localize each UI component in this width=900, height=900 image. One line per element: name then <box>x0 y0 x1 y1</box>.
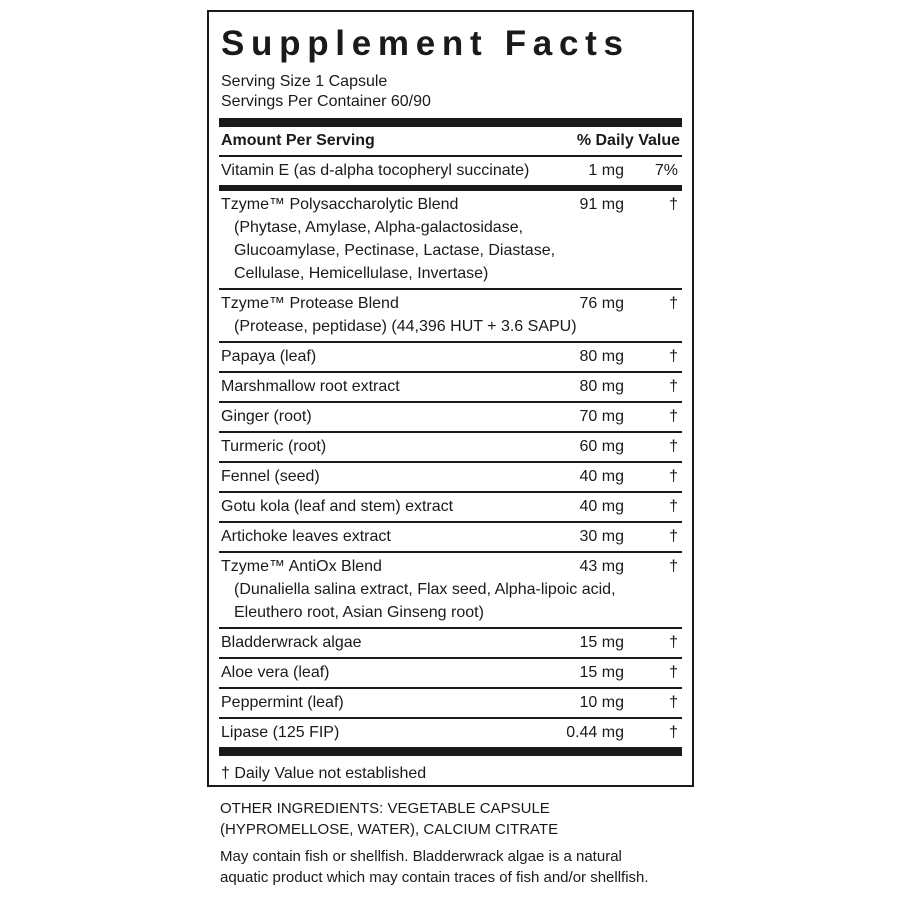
ingredient-row <box>219 553 682 629</box>
ingredient-row <box>219 433 682 463</box>
ingredient-row <box>219 689 682 719</box>
ingredient-amount: 70 mg <box>579 408 624 425</box>
ingredient-amount: 43 mg <box>579 558 624 575</box>
amount-per-serving-header: Amount Per Serving <box>221 132 375 149</box>
ingredient-name: Turmeric (root) <box>221 438 327 455</box>
ingredient-row <box>219 403 682 433</box>
serving-size: Serving Size 1 Capsule <box>221 73 388 90</box>
ingredient-name: Aloe vera (leaf) <box>221 664 330 681</box>
supplement-facts-panel <box>207 10 694 787</box>
ingredient-amount: 15 mg <box>579 664 624 681</box>
allergen-note-line: May contain fish or shellfish. Bladderwrack algae is a natural <box>220 848 622 865</box>
ingredient-row <box>219 629 682 659</box>
ingredient-name: Artichoke leaves extract <box>221 528 391 545</box>
ingredient-sub-line: (Dunaliella salina extract, Flax seed, Alpha-lipoic acid, <box>234 581 616 598</box>
ingredient-daily-value: † <box>669 408 678 425</box>
ingredient-amount: 15 mg <box>579 634 624 651</box>
ingredient-amount: 0.44 mg <box>566 724 624 741</box>
ingredient-daily-value: 7% <box>654 162 678 179</box>
allergen-note-line: aquatic product which may contain traces of fish and/or shellfish. <box>220 869 649 886</box>
thick-divider <box>219 118 682 127</box>
ingredient-amount: 60 mg <box>579 438 624 455</box>
ingredient-row <box>219 373 682 403</box>
ingredient-sub-line: (Phytase, Amylase, Alpha-galactosidase, <box>234 219 524 236</box>
ingredient-amount: 80 mg <box>579 348 624 365</box>
ingredient-row <box>219 343 682 373</box>
ingredient-name: Bladderwrack algae <box>221 634 362 651</box>
ingredient-amount: 10 mg <box>579 694 624 711</box>
ingredient-list <box>221 191 680 747</box>
ingredient-daily-value: † <box>669 664 678 681</box>
ingredient-row <box>219 191 682 290</box>
ingredient-daily-value: † <box>669 528 678 545</box>
daily-value-header: % Daily Value <box>576 132 680 149</box>
serving-info <box>221 72 680 112</box>
ingredient-name: Vitamin E (as d-alpha tocopheryl succinate) <box>221 162 530 179</box>
ingredient-row <box>219 493 682 523</box>
ingredient-amount: 40 mg <box>579 468 624 485</box>
ingredient-row <box>219 719 682 747</box>
ingredient-daily-value: † <box>669 634 678 651</box>
ingredient-name: Peppermint (leaf) <box>221 694 344 711</box>
ingredient-name: Lipase (125 FIP) <box>221 724 340 741</box>
ingredient-name: Fennel (seed) <box>221 468 320 485</box>
ingredient-amount: 40 mg <box>579 498 624 515</box>
ingredient-name: Tzyme™ Protease Blend <box>221 295 399 312</box>
other-ingredients <box>220 798 690 840</box>
ingredient-daily-value: † <box>669 498 678 515</box>
vitamin-e-row <box>219 157 682 185</box>
ingredient-amount: 80 mg <box>579 378 624 395</box>
ingredient-amount: 76 mg <box>579 295 624 312</box>
column-header-row <box>221 127 680 155</box>
ingredient-row <box>219 290 682 343</box>
daily-value-footnote: † Daily Value not established <box>221 765 427 782</box>
ingredient-sub-line: Eleuthero root, Asian Ginseng root) <box>234 604 484 621</box>
ingredient-daily-value: † <box>669 724 678 741</box>
servings-per-container: Servings Per Container 60/90 <box>221 93 431 110</box>
ingredient-daily-value: † <box>669 468 678 485</box>
ingredient-sub-line: Cellulase, Hemicellulase, Invertase) <box>234 265 489 282</box>
ingredient-daily-value: † <box>669 348 678 365</box>
ingredient-name: Gotu kola (leaf and stem) extract <box>221 498 454 515</box>
ingredient-name: Marshmallow root extract <box>221 378 400 395</box>
ingredient-daily-value: † <box>669 438 678 455</box>
ingredient-daily-value: † <box>669 295 678 312</box>
ingredient-name: Tzyme™ AntiOx Blend <box>221 558 382 575</box>
other-ingredients-line: OTHER INGREDIENTS: VEGETABLE CAPSULE <box>220 800 550 817</box>
ingredient-sub-line: Glucoamylase, Pectinase, Lactase, Diastase, <box>234 242 556 259</box>
ingredient-amount: 30 mg <box>579 528 624 545</box>
ingredient-amount: 1 mg <box>588 162 624 179</box>
ingredient-name: Ginger (root) <box>221 408 312 425</box>
ingredient-daily-value: † <box>669 694 678 711</box>
panel-title: Supplement Facts <box>221 24 630 63</box>
ingredient-name: Papaya (leaf) <box>221 348 317 365</box>
ingredient-name: Tzyme™ Polysaccharolytic Blend <box>221 196 459 213</box>
ingredient-row <box>219 659 682 689</box>
ingredient-daily-value: † <box>669 196 678 213</box>
other-ingredients-line: (HYPROMELLOSE, WATER), CALCIUM CITRATE <box>220 821 559 838</box>
ingredient-sub-line: (Protease, peptidase) (44,396 HUT + 3.6 SAPU) <box>234 318 577 335</box>
ingredient-daily-value: † <box>669 378 678 395</box>
ingredient-row <box>219 463 682 493</box>
ingredient-daily-value: † <box>669 558 678 575</box>
thick-divider-bottom <box>219 747 682 756</box>
ingredient-row <box>219 523 682 553</box>
ingredient-amount: 91 mg <box>579 196 624 213</box>
allergen-note <box>220 846 690 888</box>
